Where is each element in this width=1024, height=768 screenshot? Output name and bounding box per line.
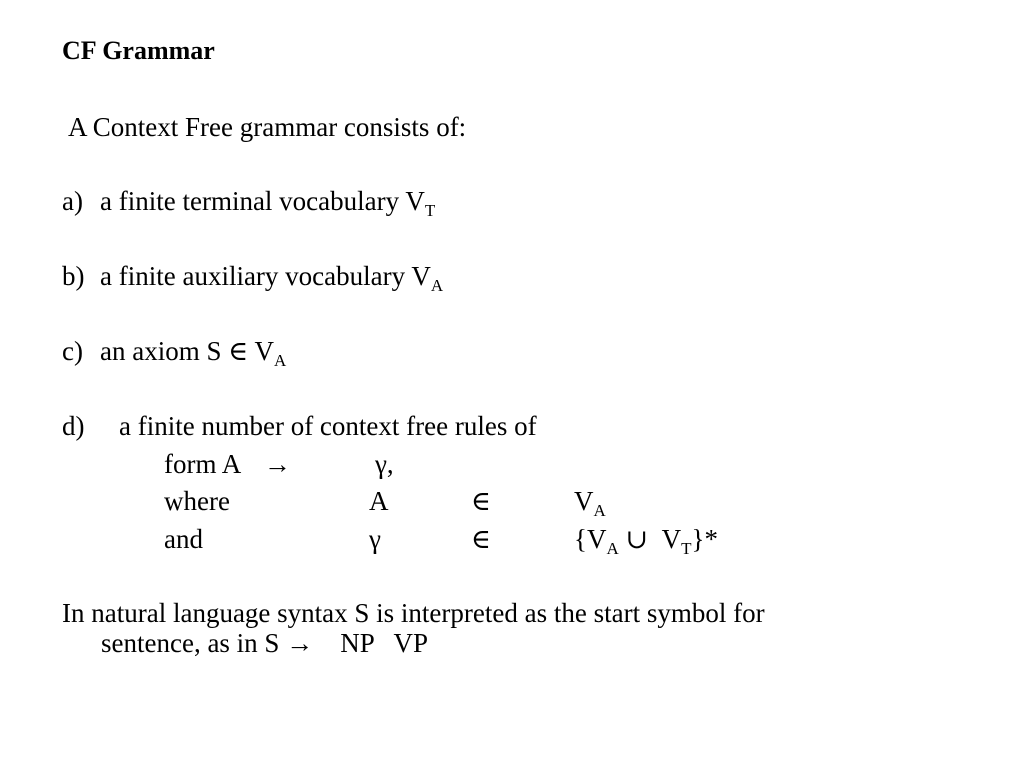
list-item-b (62, 261, 443, 301)
closing-line-2: sentence, as in S → NP VP (101, 628, 428, 658)
set-base: V (574, 486, 594, 516)
rule-and-label: and (164, 524, 203, 554)
item-marker: c) (62, 336, 83, 366)
item-marker: b) (62, 261, 85, 291)
rule-where-set (574, 486, 606, 526)
list-item-d (62, 411, 537, 441)
item-text: a finite auxiliary vocabulary V (100, 261, 431, 291)
slide-title: CF Grammar (62, 36, 215, 65)
rule-and-symbol: γ (369, 524, 381, 554)
item-marker: d) (62, 411, 85, 441)
set-close: }* (691, 524, 718, 554)
list-item-a (62, 186, 435, 226)
rule-rhs: γ, (375, 449, 394, 479)
rule-and-set (574, 524, 718, 564)
union-symbol: ∪ (625, 524, 649, 554)
element-of-symbol: ∈ (471, 486, 491, 516)
set-v2: V (661, 524, 682, 554)
rule-where-label: where (164, 486, 230, 516)
set-subscript: A (593, 501, 606, 520)
set-subscript-1: A (606, 539, 619, 558)
list-item-c (62, 336, 286, 376)
item-text: an axiom S ∈ V (100, 336, 274, 366)
set-open: {V (574, 524, 607, 554)
item-subscript: A (430, 276, 444, 295)
intro-text: A Context Free grammar consists of: (68, 112, 467, 142)
set-subscript-2: T (681, 539, 692, 558)
item-text: a finite number of context free rules of (119, 411, 537, 441)
rule-arrow: → (264, 449, 291, 479)
item-subscript: A (273, 351, 287, 370)
item-marker: a) (62, 186, 83, 216)
element-of-symbol: ∈ (471, 524, 491, 554)
closing-paragraph (62, 598, 962, 658)
rule-where-symbol: A (369, 486, 389, 516)
item-text: a finite terminal vocabulary V (100, 186, 425, 216)
item-subscript: T (424, 201, 436, 220)
closing-line-1: In natural language syntax S is interpreted as the start symbol for (62, 598, 765, 628)
rule-form-label: form A (164, 449, 242, 479)
